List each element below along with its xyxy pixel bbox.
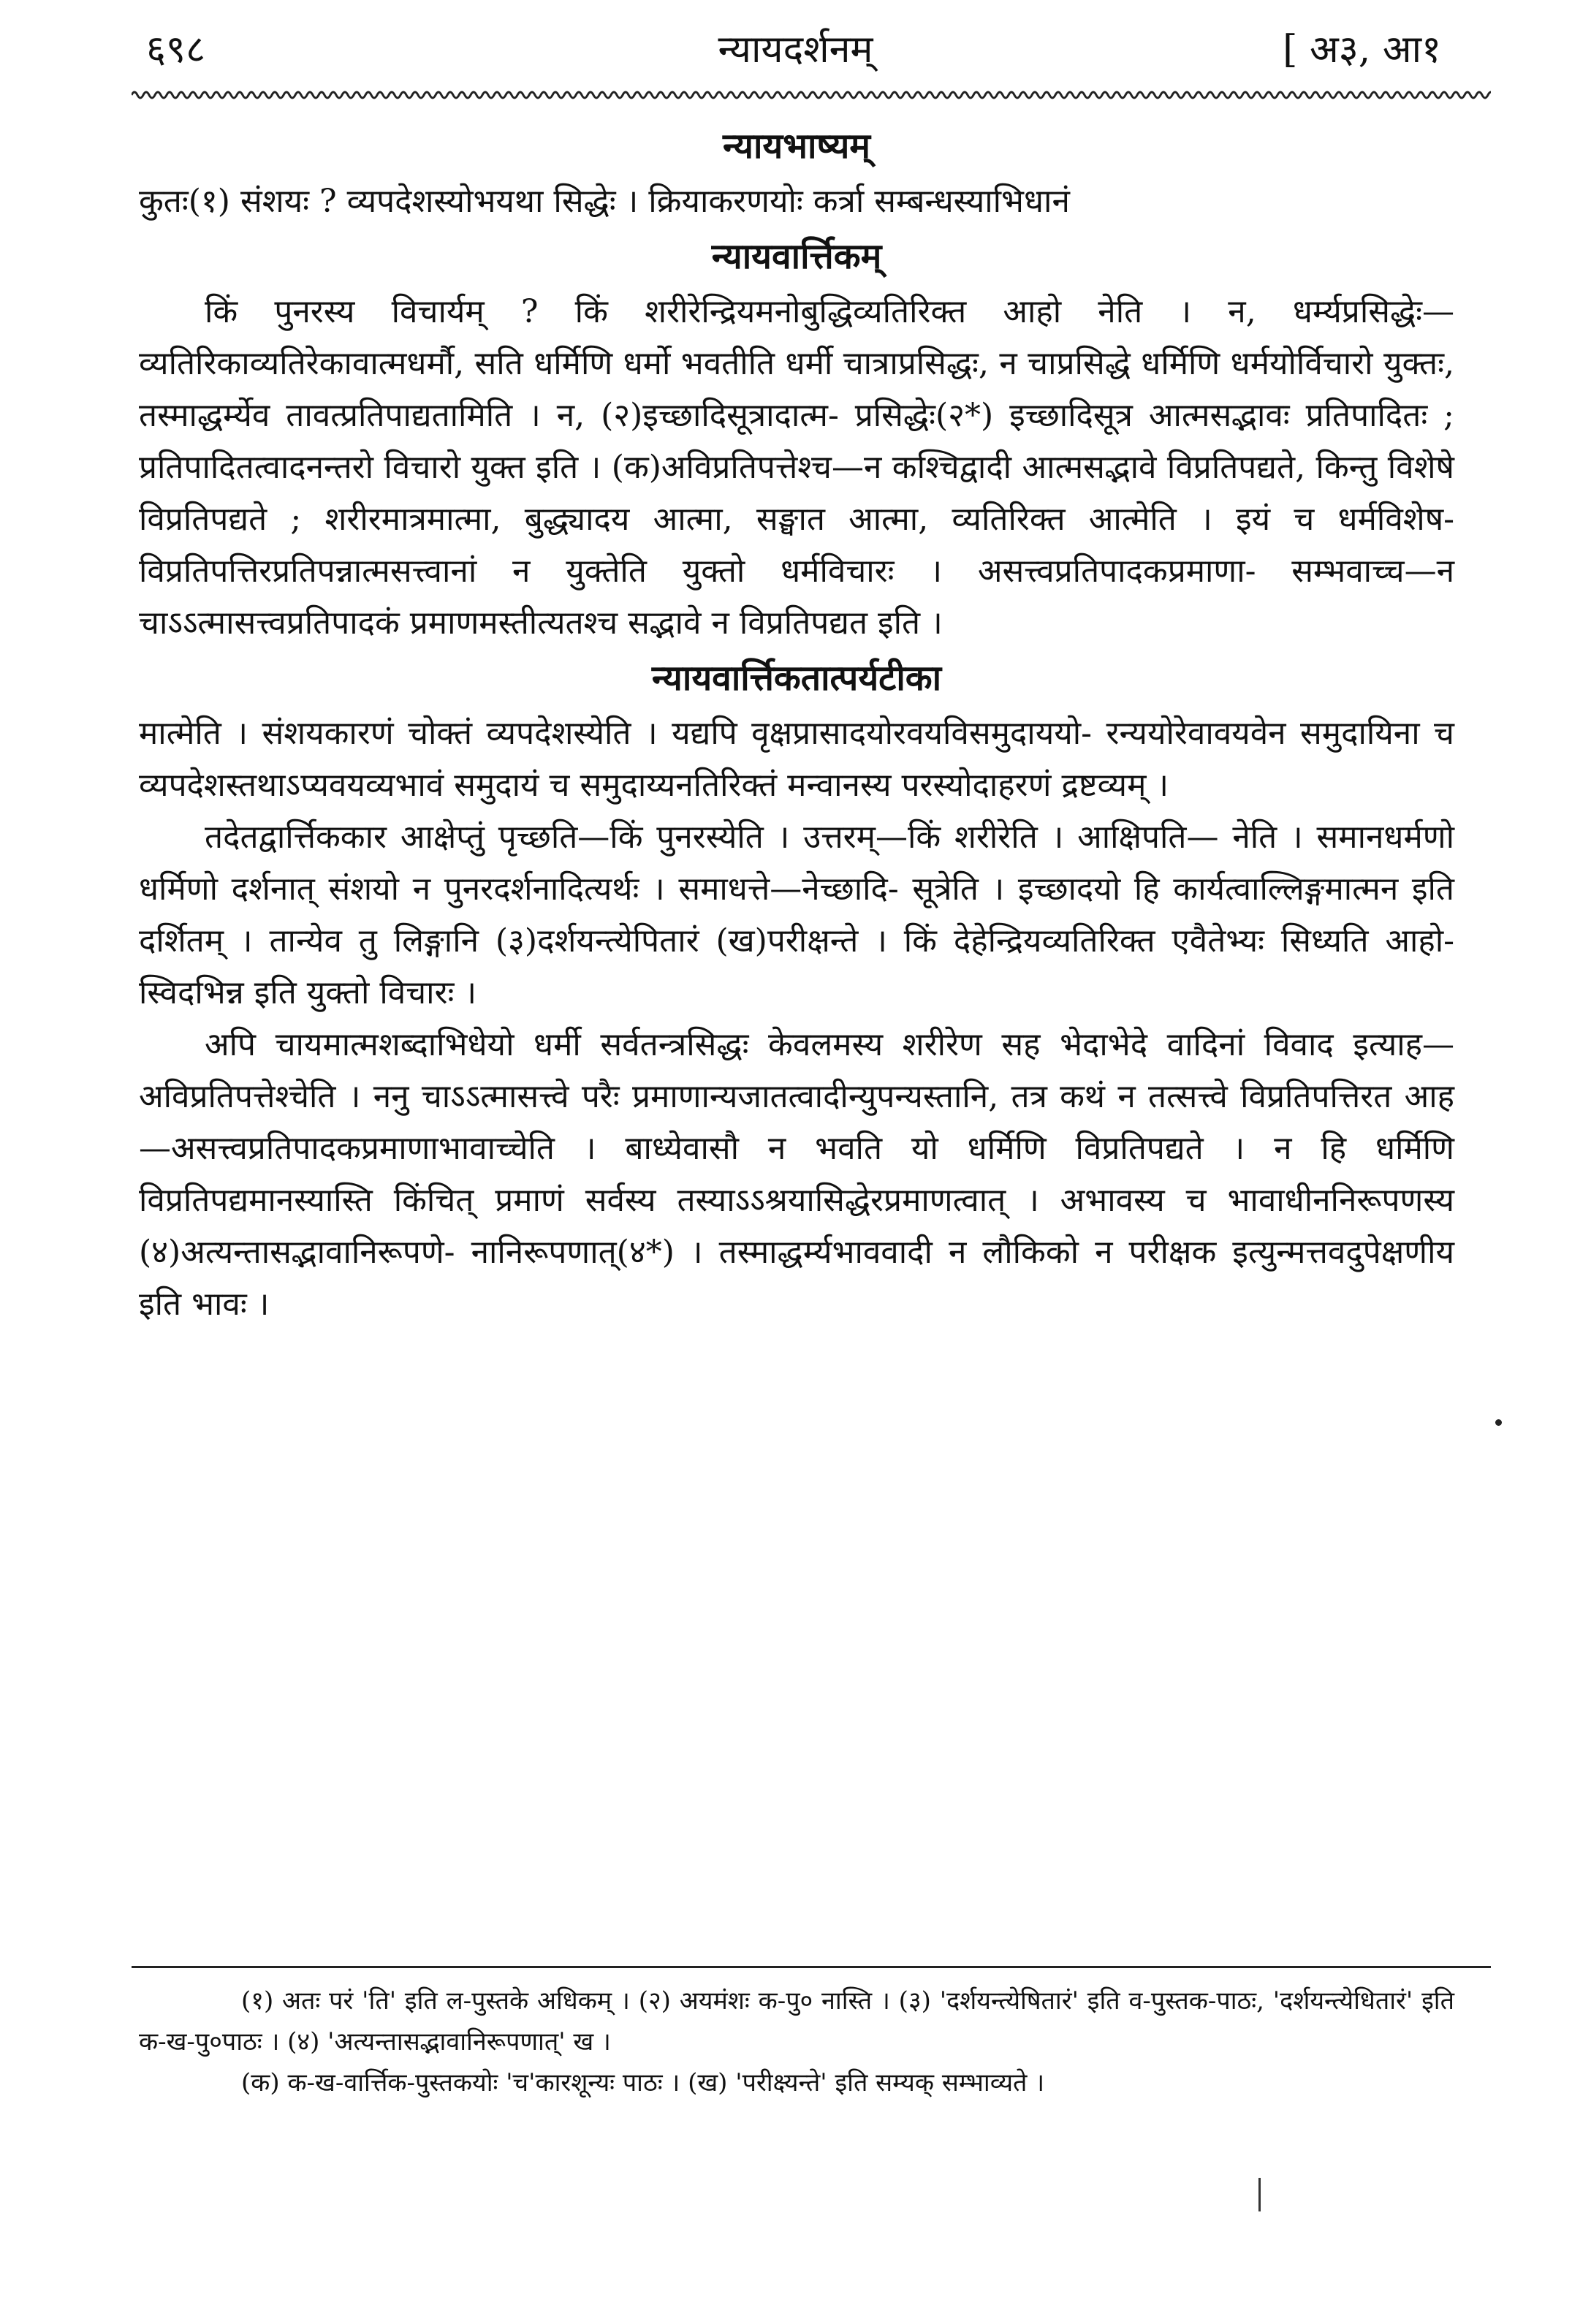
main-text — [139, 117, 1454, 1330]
margin-mark — [1258, 2178, 1261, 2211]
wavy-rule — [132, 88, 1491, 102]
footnote: (क) क-ख-वार्त्तिक-पुस्तकयोः 'च'कारशून्यः पाठः । (ख) 'परीक्ष्यन्ते' इति सम्यक् सम्भाव्यते । — [241, 2068, 1045, 2097]
paragraph: तदेतद्वार्त्तिककार आक्षेप्तुं पृच्छति—किं पुनरस्येति । उत्तरम्—किं शरीरेति । आक्षिपति— नेति । समानधर्मणो धर्मिणो दर्शनात् संशयो न पुनरदर्शनादित्यर्थः । समाधत्ते—नेच्छादि- सूत्रेति । इच्छादयो हि कार्यत्वाल्लिङ्गमात्मन इति दर्शितम् । तान्येव तु लिङ्गानि (३)दर्शयन्त्येपितारं (ख)परीक्षन्ते । किं देहेन्द्रियव्यतिरिक्त एवैतेभ्यः सिध्यति आहो- स्विदभिन्न इति युक्तो विचारः । — [139, 819, 1454, 1011]
vartika-section — [139, 227, 1454, 649]
section-heading: न्यायवार्त्तिकम् — [711, 236, 882, 277]
bhashya-section — [139, 117, 1454, 227]
paragraph: अपि चायमात्मशब्दाभिधेयो धर्मी सर्वतन्त्रसिद्धः केवलमस्य शरीरेण सह भेदाभेदे वादिनां विवाद इत्याह—अविप्रतिपत्तेश्चेति । ननु चाऽऽत्मासत्त्वे परैः प्रमाणान्यजातत्वादीन्युपन्यस्तानि, तत्र कथं न तत्सत्त्वे विप्रतिपत्तिरत आह—असत्त्वप्रतिपादकप्रमाणाभावाच्चेति । बाध्येवासौ न भवति यो धर्मिणि विप्रतिपद्यते । न हि धर्मिणि विप्रतिपद्यमानस्यास्ति किंचित् प्रमाणं सर्वस्य तस्याऽऽश्रयासिद्धेरप्रमाणत्वात् । अभावस्य च भावाधीननिरूपणस्य (४)अत्यन्तासद्भावानिरूपणे- नानिरूपणात्(४*) । तस्माद्धर्म्यभाववादी न लौकिको न परीक्षक इत्युन्मत्तवदुपेक्षणीय इति भावः । — [139, 1026, 1454, 1323]
tika-section — [139, 649, 1454, 1330]
margin-dot — [1495, 1419, 1502, 1426]
footnotes — [139, 1981, 1454, 2103]
section-heading: न्यायभाष्यम् — [722, 126, 871, 167]
paragraph: मात्मेति । संशयकारणं चोक्तं व्यपदेशस्येति । यद्यपि वृक्षप्रासादयोरवयविसमुदाययो- रन्ययोरेवावयवेन समुदायिना च व्यपदेशस्तथाऽप्यवयव्यभावं समुदायं च समुदाय्यनतिरिक्तं मन्वानस्य परस्योदाहरणं द्रष्टव्यम् । — [139, 715, 1454, 804]
section-reference: [ अ३, आ१ — [1283, 28, 1441, 72]
footnote: (१) अतः परं 'ति' इति ल-पुस्तके अधिकम् । (२) अयमंशः क-पु० नास्ति । (३) 'दर्शयन्त्येषितारं' इति व-पुस्तक-पाठः, 'दर्शयन्त्येधितारं' इति क-ख-पु०पाठः । (४) 'अत्यन्तासद्भावानिरूपणात्' ख । — [139, 1986, 1454, 2057]
section-heading: न्यायवार्त्तिकतात्पर्यटीका — [651, 658, 942, 699]
running-title: न्यायदर्शनम् — [718, 28, 873, 72]
paragraph: कुतः(१) संशयः ? व्यपदेशस्योभयथा सिद्धेः । क्रियाकरणयोः कर्त्रा सम्बन्धस्याभिधानं — [139, 183, 1070, 220]
paragraph: किं पुनरस्य विचार्यम् ? किं शरीरेन्द्रियमनोबुद्धिव्यतिरिक्त आहो नेति । न, धर्म्यप्रसिद्धेः— व्यतिरिकाव्यतिरेकावात्मधर्मौ, सति धर्मिणि धर्मो भवतीति धर्मी चात्राप्रसिद्धः, न चाप्रसिद्धे धर्मिणि धर्मयोर्विचारो युक्तः, तस्माद्धर्म्येव तावत्प्रतिपाद्यतामिति । न, (२)इच्छादिसूत्रादात्म- प्रसिद्धेः(२*) इच्छादिसूत्र आत्मसद्भावः प्रतिपादितः ; प्रतिपादितत्वादनन्तरो विचारो युक्त इति । (क)अविप्रतिपत्तेश्च—न कश्चिद्वादी आत्मसद्भावे विप्रतिपद्यते, किन्तु विशेषे विप्रतिपद्यते ; शरीरमात्रमात्मा, बुद्ध्यादय आत्मा, सङ्घात आत्मा, व्यतिरिक्त आत्मेति । इयं च धर्मविशेष- विप्रतिपत्तिरप्रतिपन्नात्मसत्त्वानां न युक्तेति युक्तो धर्मविचारः । असत्त्वप्रतिपादकप्रमाणा- सम्भवाच्च—न चाऽऽत्मासत्त्वप्रतिपादकं प्रमाणमस्तीत्यतश्च सद्भावे न विप्रतिपद्यत इति । — [139, 293, 1454, 642]
page-number: ६९८ — [146, 28, 206, 72]
footnote-divider — [132, 1966, 1491, 1968]
